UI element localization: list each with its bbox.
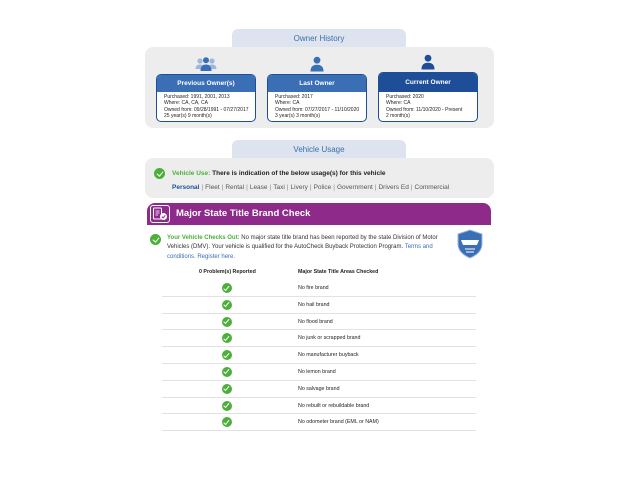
vehicle-checks-out-label: Your Vehicle Checks Out: — [167, 235, 240, 241]
check-icon — [222, 401, 232, 411]
area-label: No manufacturer buyback — [298, 352, 359, 359]
person-icon — [421, 54, 435, 70]
area-label: No lemon brand — [298, 368, 336, 375]
document-check-icon-glyph — [151, 206, 169, 222]
owner-duration: 2 month(s) — [386, 113, 410, 120]
vehicle-usage-panel — [145, 158, 494, 198]
usage-type-taxi: Taxi — [273, 184, 285, 191]
table-row — [162, 314, 476, 331]
area-label: No hail brand — [298, 301, 330, 308]
area-label: No rebuilt or rebuildable brand — [298, 402, 370, 409]
owner-owned-from: Owned from: 09/28/1991 - 07/27/2017 — [164, 106, 249, 113]
owner-card-title: Previous Owner(s) — [157, 75, 255, 92]
title-areas-table — [162, 280, 476, 431]
document-check-icon — [150, 205, 170, 223]
area-label: No odometer brand (EML or NAM) — [298, 419, 379, 426]
usage-type-commercial: Commercial — [414, 184, 450, 191]
table-row — [162, 398, 476, 415]
usage-type-livery: Livery — [290, 184, 308, 191]
table-row — [162, 364, 476, 381]
vehicle-use-message: There is indication of the below usage(s) for this vehicle — [212, 170, 386, 177]
title-brand-title: Major State Title Brand Check — [176, 208, 311, 219]
current-owner-card — [378, 72, 478, 122]
vehicle-use-line — [172, 170, 386, 177]
table-row — [162, 280, 476, 297]
usage-type-government: Government — [336, 184, 373, 191]
check-icon — [222, 300, 232, 310]
terms-register-link[interactable]: Terms and conditions. Register here. — [167, 244, 433, 260]
owner-where: Where: CA, CA, CA — [164, 100, 208, 107]
usage-type-personal: Personal — [172, 184, 200, 191]
owner-owned-from: Owned from: 07/27/2017 - 11/10/2020 — [275, 106, 360, 113]
person-icon — [310, 56, 324, 72]
usage-type-lease: Lease — [249, 184, 268, 191]
last-owner-card — [267, 74, 367, 122]
area-label: No fire brand — [298, 285, 329, 291]
vehicle-use-label: Vehicle Use: — [172, 170, 211, 177]
title-brand-description: No major state title brand has been reported by the state Division of Motor Vehicles (DMV). Your vehicle is qualified for the AutoCheck Buyback Protection Program. — [167, 235, 438, 251]
area-label: No junk or scrapped brand — [298, 335, 361, 342]
owner-owned-from: Owned from: 11/10/2020 - Present — [386, 106, 463, 113]
vehicle-usage-tab: Vehicle Usage — [232, 140, 406, 159]
owner-purchased: Purchased: 2020 — [386, 94, 424, 100]
owner-purchased: Purchased: 1991, 2001, 2013 — [164, 94, 230, 100]
area-label: No salvage brand — [298, 385, 340, 392]
problems-reported-header: 0 Problem(s) Reported — [199, 269, 256, 275]
table-row — [162, 381, 476, 398]
check-icon — [154, 168, 165, 179]
check-icon — [222, 350, 232, 360]
table-row — [162, 330, 476, 347]
owner-card-title: Current Owner — [379, 73, 477, 92]
previous-owners-card — [156, 74, 256, 122]
areas-checked-header: Major State Title Areas Checked — [298, 269, 379, 275]
table-row — [162, 347, 476, 364]
buyback-protection-badge-icon — [456, 229, 484, 259]
check-icon — [222, 367, 232, 377]
owner-purchased: Purchased: 2017 — [275, 94, 313, 100]
owner-where: Where: CA — [386, 100, 411, 107]
table-row — [162, 297, 476, 314]
check-icon — [222, 283, 232, 293]
check-icon — [150, 234, 161, 245]
table-row — [162, 414, 476, 431]
area-label: No flood brand — [298, 318, 333, 325]
group-owners-icon — [195, 56, 217, 72]
check-icon — [222, 417, 232, 427]
owner-where: Where: CA — [275, 100, 300, 107]
usage-type-police: Police — [313, 184, 332, 191]
usage-type-fleet: Fleet — [205, 184, 220, 191]
usage-type-drivers-ed: Drivers Ed — [378, 184, 409, 191]
check-icon — [222, 317, 232, 327]
check-icon — [222, 333, 232, 343]
owner-history-tab: Owner History — [232, 29, 406, 48]
usage-type-rental: Rental — [225, 184, 245, 191]
owner-duration: 25 year(s) 9 month(s) — [164, 113, 212, 120]
title-brand-message — [167, 234, 449, 262]
owner-duration: 3 year(s) 3 month(s) — [275, 113, 321, 120]
vehicle-use-types: Personal | Fleet | Rental | Lease | Taxi | Livery | Police | Government | Drivers Ed | Commercial — [172, 184, 450, 191]
check-icon — [222, 384, 232, 394]
owner-card-title: Last Owner — [268, 75, 366, 92]
